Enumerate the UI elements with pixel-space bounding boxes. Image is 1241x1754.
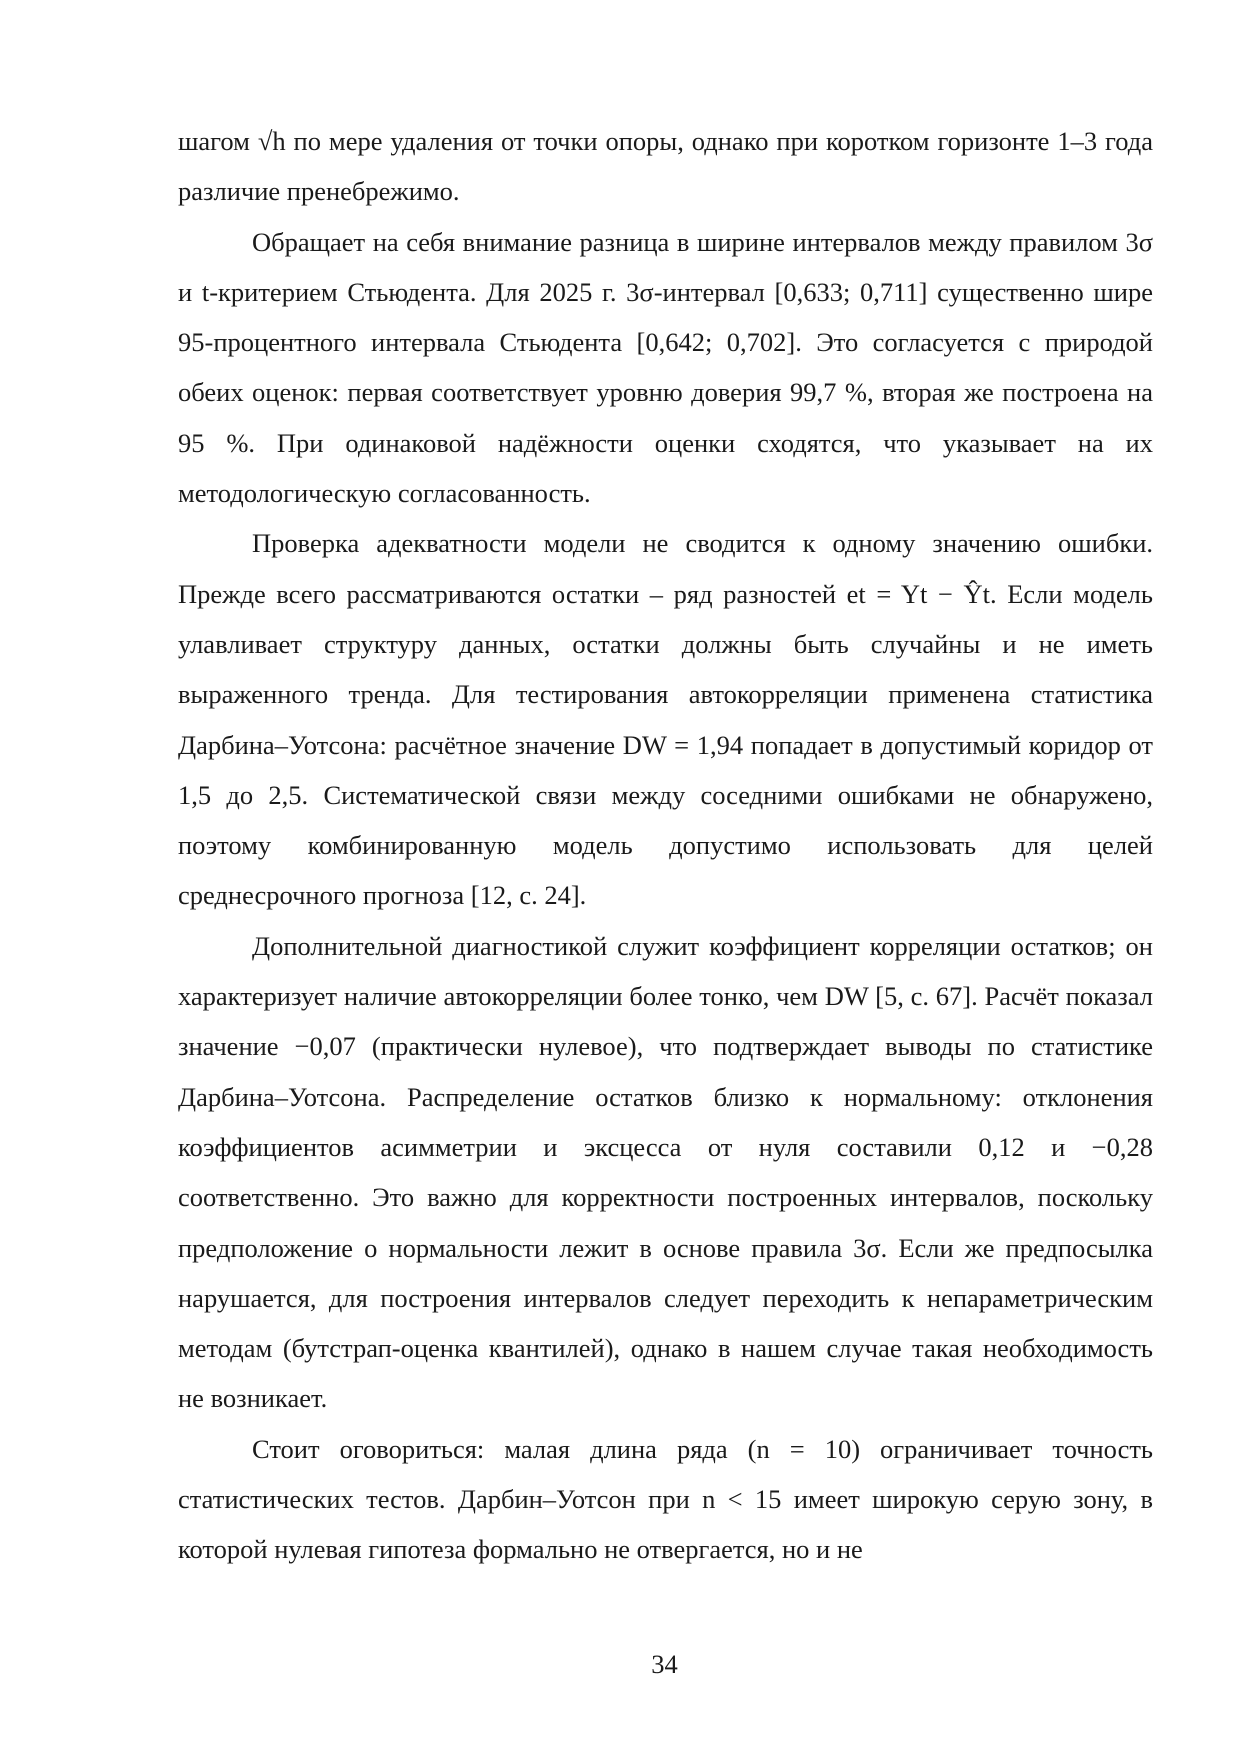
text-body: [178, 116, 1153, 1575]
paragraph-3: Проверка адекватности модели не сводится к одному значению ошибки. Прежде всего рассматриваются остатки – ряд разностей et = Yt − Ŷt. Если модель улавливает структуру данных, остатки должны быть случайны и не иметь выраженного тренда. Для тестирования автокорреляции применена статистика Дарбина–Уотсона: расчётное значение DW = 1,94 попадает в допустимый коридор от 1,5 до 2,5. Систематической связи между соседними ошибками не обнаружено, поэтому комбинированную модель допустимо использовать для целей среднесрочного прогноза [12, с. 24].: [178, 528, 1153, 911]
paragraph-1: шагом √h по мере удаления от точки опоры, однако при коротком горизонте 1–3 года различие пренебрежимо.: [178, 126, 1153, 207]
paragraph-5: Стоит оговориться: малая длина ряда (n = 10) ограничивает точность статистических тестов. Дарбин–Уотсон при n < 15 имеет широкую серую зону, в которой нулевая гипотеза формально не отвергается, но и не: [178, 1433, 1153, 1565]
paragraph-2: Обращает на себя внимание разница в ширине интервалов между правилом 3σ и t-критерием Стьюдента. Для 2025 г. 3σ-интервал [0,633; 0,711] существенно шире 95-процентного интервала Стьюдента [0,642; 0,702]. Это согласуется с природой обеих оценок: первая соответствует уровню доверия 99,7 %, вторая же построена на 95 %. При одинаковой надёжности оценки сходятся, что указывает на их методологическую согласованность.: [178, 226, 1153, 509]
paragraph-4: Дополнительной диагностикой служит коэффициент корреляции остатков; он характеризует наличие автокорреляции более тонко, чем DW [5, с. 67]. Расчёт показал значение −0,07 (практически нулевое), что подтверждает выводы по статистике Дарбина–Уотсона. Распределение остатков близко к нормальному: отклонения коэффициентов асимметрии и эксцесса от нуля составили 0,12 и −0,28 соответственно. Это важно для корректности построенных интервалов, поскольку предположение о нормальности лежит в основе правила 3σ. Если же предпосылка нарушается, для построения интервалов следует переходить к непараметрическим методам (бутстрап-оценка квантилей), однако в нашем случае такая необходимость не возникает.: [178, 930, 1153, 1414]
page-number: 34: [651, 1649, 678, 1679]
